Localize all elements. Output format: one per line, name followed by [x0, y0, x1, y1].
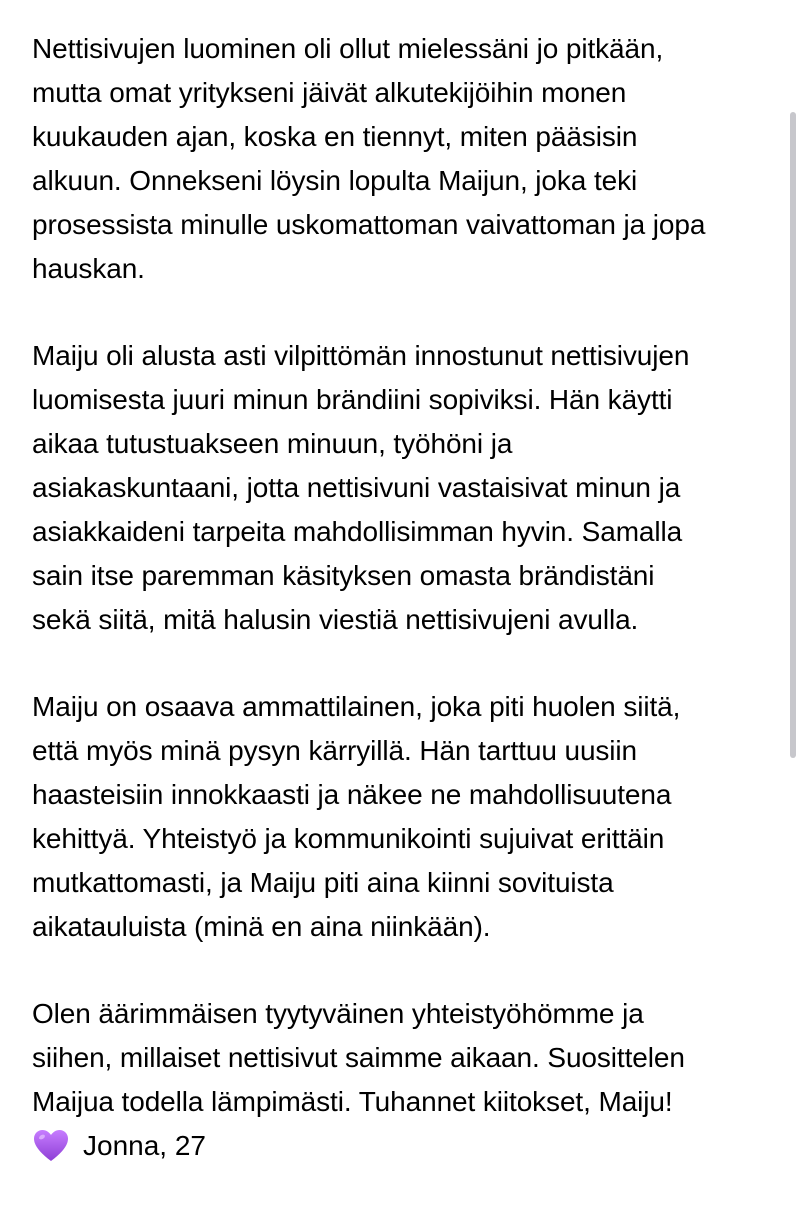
text-line: prosessista minulle uskomattoman vaivattoman ja jopa [32, 209, 706, 240]
text-line: mutta omat yritykseni jäivät alkutekijöihin monen [32, 77, 627, 108]
text-line: Maiju oli alusta asti vilpittömän innostunut nettisivujen [32, 340, 690, 371]
text-line: Maijua todella lämpimästi. Tuhannet kiitokset, Maiju! [32, 1086, 673, 1117]
text-line: että myös minä pysyn kärryillä. Hän tarttuu uusiin [32, 735, 638, 766]
testimonial-paragraphs [32, 27, 777, 1124]
signature [32, 1124, 777, 1168]
signature-text: Jonna, 27 [83, 1130, 206, 1161]
text-line: hauskan. [32, 253, 145, 284]
paragraph [32, 685, 777, 949]
paragraph [32, 334, 777, 642]
text-line: aikaa tutustuakseen minuun, työhöni ja [32, 428, 513, 459]
text-line: aikatauluista (minä en aina niinkään). [32, 911, 491, 942]
text-line: kehittyä. Yhteistyö ja kommunikointi sujuivat erittäin [32, 823, 665, 854]
text-line: Maiju on osaava ammattilainen, joka piti huolen siitä, [32, 691, 681, 722]
paragraph [32, 992, 777, 1124]
text-line: asiakaskuntaani, jotta nettisivuni vastaisivat minun ja [32, 472, 681, 503]
scrollbar[interactable] [790, 112, 796, 758]
purple-heart-icon [33, 1129, 69, 1163]
text-line: siihen, millaiset nettisivut saimme aikaan. Suosittelen [32, 1042, 685, 1073]
text-line: asiakkaideni tarpeita mahdollisimman hyvin. Samalla [32, 516, 683, 547]
testimonial-text [32, 27, 777, 1168]
text-line: sekä siitä, mitä halusin viestiä nettisivujeni avulla. [32, 604, 639, 635]
text-line: alkuun. Onnekseni löysin lopulta Maijun, joka teki [32, 165, 638, 196]
text-line: Nettisivujen luominen oli ollut mielessäni jo pitkään, [32, 33, 664, 64]
text-line: Olen äärimmäisen tyytyväinen yhteistyöhömme ja [32, 998, 644, 1029]
text-line: haasteisiin innokkaasti ja näkee ne mahdollisuutena [32, 779, 672, 810]
paragraph [32, 27, 777, 291]
text-line: kuukauden ajan, koska en tiennyt, miten pääsisin [32, 121, 638, 152]
text-line: mutkattomasti, ja Maiju piti aina kiinni sovituista [32, 867, 614, 898]
text-line: luomisesta juuri minun brändiini sopiviksi. Hän käytti [32, 384, 673, 415]
text-line: sain itse paremman käsityksen omasta brändistäni [32, 560, 655, 591]
